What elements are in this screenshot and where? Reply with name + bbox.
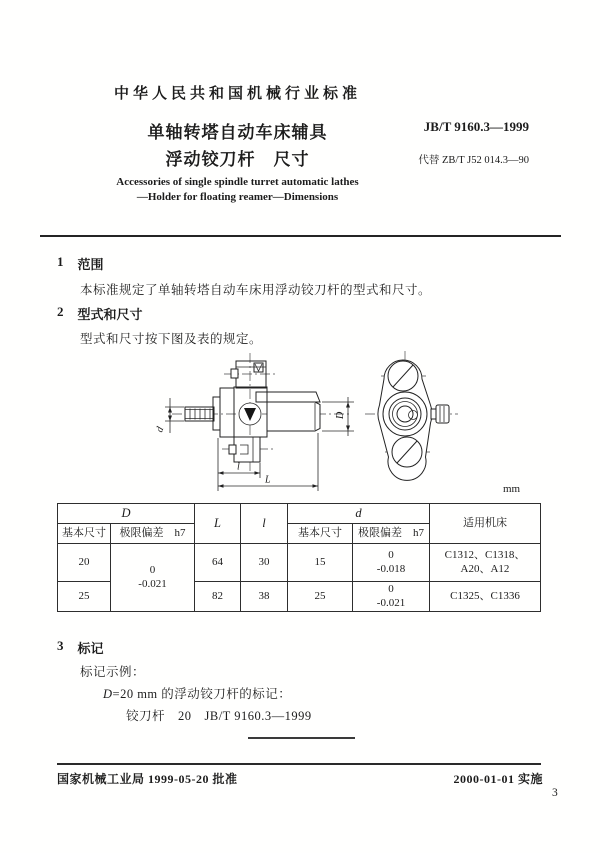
- table-row: [58, 544, 541, 582]
- subcol-basic-d: 基本尺寸: [288, 524, 353, 544]
- lower-clamp-block: [234, 437, 260, 462]
- dev-top: 0: [388, 548, 394, 561]
- cell-D-basic: 25: [58, 582, 111, 612]
- page-number: 3: [552, 787, 558, 799]
- approval-note: 国家机械工业局 1999-05-20 批准: [57, 772, 238, 786]
- marking-example-label: 标记示例：: [80, 665, 146, 679]
- sleeve-wall-section: [256, 392, 320, 402]
- pilot-shaft: [267, 402, 320, 431]
- cell-d-deviation: [353, 544, 430, 582]
- section1-heading: [57, 254, 104, 273]
- marking-designation: 铰刀杆 20 JB/T 9160.3—1999: [126, 709, 312, 723]
- col-header-L: L: [195, 504, 241, 544]
- replaces-note: 代替 ZB/T J52 014.3—90: [418, 155, 529, 166]
- col-header-d: d: [288, 504, 430, 524]
- cell-D-deviation: [111, 544, 195, 612]
- dim-label-D: D: [335, 411, 346, 419]
- dev-bottom: -0.021: [138, 577, 167, 590]
- cell-l: 30: [241, 544, 288, 582]
- subcol-basic-D: 基本尺寸: [58, 524, 111, 544]
- machines-line2: A20、A12: [460, 562, 510, 575]
- flange-section: [220, 388, 234, 437]
- title-line2: 浮动铰刀杆 尺寸: [165, 150, 310, 169]
- dimension-table: [57, 503, 541, 612]
- header-divider: [40, 235, 561, 237]
- marking-example-text: =20 mm 的浮动铰刀杆的标记：: [112, 687, 292, 701]
- footer-divider: [57, 763, 541, 765]
- cell-machines: [430, 582, 541, 612]
- english-title-line2: —Holder for floating reamer—Dimensions: [136, 191, 339, 203]
- dim-label-l: l: [237, 461, 240, 473]
- table-header-row1: [58, 504, 541, 524]
- marking-example-symbol: D: [103, 687, 113, 701]
- english-title-line1: Accessories of single spindle turret automatic lathes: [116, 176, 359, 188]
- cell-D-basic: 20: [58, 544, 111, 582]
- cell-d-basic: 15: [288, 544, 353, 582]
- section2-heading: [57, 304, 143, 323]
- dev-top: 0: [388, 582, 394, 595]
- center-bore: [397, 406, 413, 422]
- section2-number: 2: [57, 304, 64, 319]
- dim-label-L: L: [265, 474, 271, 486]
- cell-d-deviation: [353, 582, 430, 612]
- unit-label: mm: [503, 483, 521, 495]
- machines-line1: C1312、C1318、: [444, 548, 526, 561]
- section1-body: 本标准规定了单轴转塔自动车床用浮动铰刀杆的型式和尺寸。: [80, 283, 432, 297]
- title-line1: 单轴转塔自动车床辅具: [147, 123, 328, 142]
- technical-drawing: [60, 345, 540, 495]
- section3-title: 标记: [77, 641, 104, 656]
- col-header-l: l: [241, 504, 288, 544]
- end-of-text-divider: [248, 737, 355, 739]
- col-header-machines: 适用机床: [430, 504, 541, 544]
- cell-L: 82: [195, 582, 241, 612]
- dev-bottom: -0.021: [376, 596, 406, 609]
- knob-neck: [431, 409, 436, 419]
- dim-label-d: d: [154, 425, 167, 434]
- implementation-note: 2000-01-01 实施: [453, 772, 543, 786]
- cell-L: 64: [195, 544, 241, 582]
- subcol-dev-D: 极限偏差 h7: [111, 524, 195, 544]
- top-screw-slot: [231, 369, 238, 378]
- cell-l: 38: [241, 582, 288, 612]
- cell-d-basic: 25: [288, 582, 353, 612]
- section1-number: 1: [57, 254, 64, 269]
- machines-line1: C1325、C1336: [450, 589, 520, 602]
- standard-type-heading: 中华人民共和国机械行业标准: [113, 86, 361, 102]
- dev-top: 0: [149, 563, 156, 576]
- section3-number: 3: [57, 638, 64, 653]
- dev-bottom: -0.018: [376, 562, 406, 575]
- section3-heading: [57, 638, 104, 657]
- section2-title: 型式和尺寸: [77, 307, 143, 322]
- section2-body: 型式和尺寸按下图及表的规定。: [80, 332, 263, 346]
- section1-title: 范围: [77, 257, 104, 272]
- cell-machines: [430, 544, 541, 582]
- standard-number: JB/T 9160.3—1999: [423, 119, 529, 134]
- marking-example-line: [103, 684, 291, 702]
- lower-screw-slot: [229, 445, 236, 454]
- col-header-D: D: [58, 504, 195, 524]
- knurled-knob: [436, 405, 449, 423]
- subcol-dev-d: 极限偏差 h7: [353, 524, 430, 544]
